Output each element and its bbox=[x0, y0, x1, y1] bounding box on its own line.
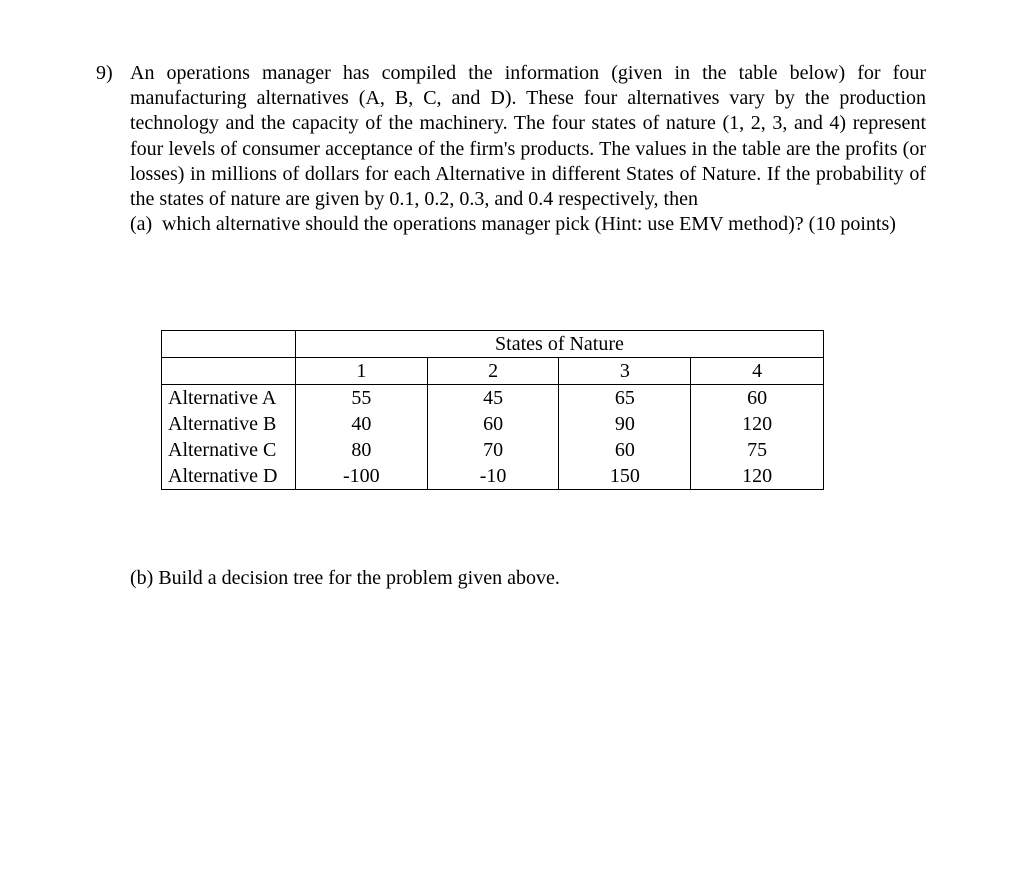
table-cell: -100 bbox=[295, 463, 427, 490]
table-cell: 60 bbox=[427, 411, 559, 437]
state-header: 2 bbox=[427, 358, 559, 385]
table-cell: 120 bbox=[691, 411, 824, 437]
table-cell: 60 bbox=[691, 385, 824, 412]
table-cell: 90 bbox=[559, 411, 691, 437]
state-header: 4 bbox=[691, 358, 824, 385]
state-header: 3 bbox=[559, 358, 691, 385]
states-of-nature-header: States of Nature bbox=[295, 331, 823, 358]
question-paragraph: An operations manager has compiled the information (given in the table below) for four manufacturing alternatives (A, B, C, and D). These four alternatives vary by the production technology and the capacity of the machinery. The four states of nature (1, 2, 3, and 4) represent four levels of consumer acceptance of the firm's products. The values in the table are the profits (or losses) in millions of dollars for each Alternative in different States of Nature. If the probability of the states of nature are given by 0.1, 0.2, 0.3, and 0.4 respectively, then bbox=[130, 62, 926, 211]
question-block bbox=[96, 61, 926, 237]
state-header: 1 bbox=[295, 358, 427, 385]
payoff-table bbox=[161, 330, 824, 490]
table-corner-cell bbox=[162, 331, 296, 358]
table-cell: 55 bbox=[295, 385, 427, 412]
table-cell: -10 bbox=[427, 463, 559, 490]
table-cell: 150 bbox=[559, 463, 691, 490]
table-cell: 80 bbox=[295, 437, 427, 463]
table-cell: 65 bbox=[559, 385, 691, 412]
table-group-header-row bbox=[162, 331, 824, 358]
row-label: Alternative D bbox=[162, 463, 296, 490]
question-number: 9) bbox=[96, 62, 113, 84]
table-cell: 120 bbox=[691, 463, 824, 490]
part-a-label: (a) bbox=[130, 213, 153, 236]
table-row bbox=[162, 437, 824, 463]
table-cell: 75 bbox=[691, 437, 824, 463]
table-cell: 60 bbox=[559, 437, 691, 463]
table-cell: 40 bbox=[295, 411, 427, 437]
table-corner-cell bbox=[162, 358, 296, 385]
row-label: Alternative B bbox=[162, 411, 296, 437]
table-state-header-row bbox=[162, 358, 824, 385]
table-cell: 45 bbox=[427, 385, 559, 412]
part-a-text: which alternative should the operations manager pick (Hint: use EMV method)? (10 points) bbox=[162, 213, 896, 236]
table-row bbox=[162, 411, 824, 437]
table-row bbox=[162, 463, 824, 490]
table-cell: 70 bbox=[427, 437, 559, 463]
row-label: Alternative A bbox=[162, 385, 296, 412]
row-label: Alternative C bbox=[162, 437, 296, 463]
part-a bbox=[130, 212, 926, 237]
part-b-text: (b) Build a decision tree for the problem given above. bbox=[130, 567, 560, 589]
table-row bbox=[162, 385, 824, 412]
